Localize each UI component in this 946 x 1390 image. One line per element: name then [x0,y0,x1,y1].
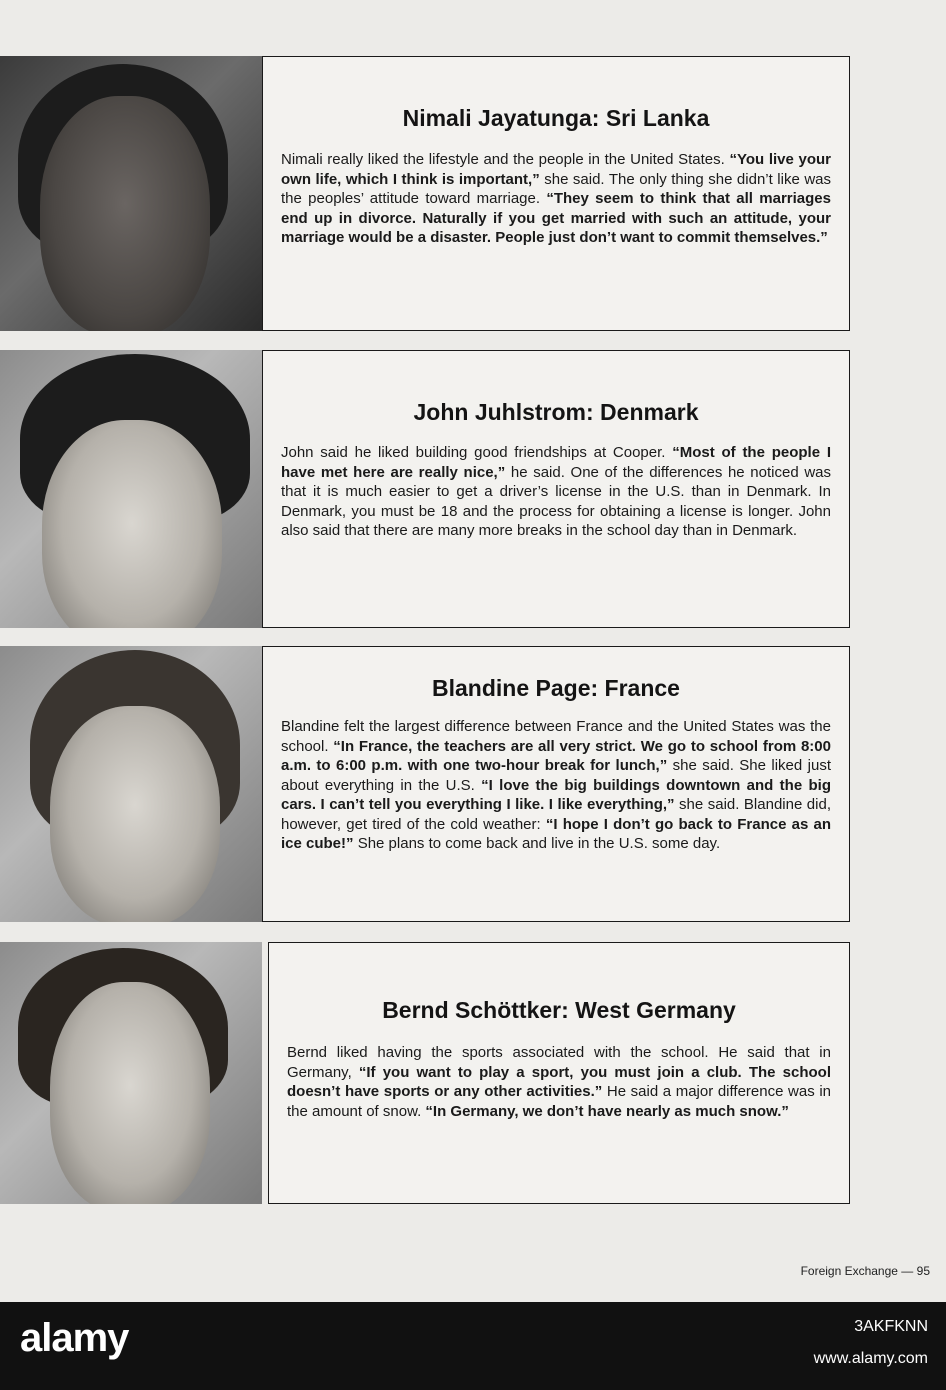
footer-section: Foreign Exchange [800,1264,898,1278]
face-shape [50,982,210,1204]
page-number: 95 [916,1264,930,1278]
narrative-text: She plans to come back and live in the U.S. some day. [353,835,721,852]
quote-text: “I hope I don’t go back to France as an ice cube!” [281,815,831,852]
narrative-text: she said. The only thing she didn’t like was the peoples’ attitude toward marriage. [281,170,831,207]
profile-entry-4 [0,942,850,1204]
narrative-text: she said. Blandine did, however, get tired of the cold weather: [281,796,831,833]
site-url: www.alamy.com [813,1350,928,1367]
profile-text [281,443,831,541]
quote-text: “You live your own life, which I think is important,” [281,151,831,188]
quote-text: “I love the big buildings downtown and the big cars. I can’t tell you everything I like. I like everything,” [281,776,831,813]
profile-text [281,150,831,248]
watermark-bar [0,1302,946,1390]
face-shape [50,706,220,922]
narrative-text: Nimali really liked the lifestyle and the people in the United States. [281,151,730,168]
profile-entry-1 [0,56,850,331]
narrative-text: He said a major difference was in the amount of snow. [287,1083,832,1120]
quote-text: “In Germany, we don’t have nearly as much snow.” [425,1102,789,1120]
page-footer [801,1264,930,1278]
image-id: 3AKFKNN [854,1318,928,1335]
profile-card-4 [268,942,850,1204]
portrait-photo-1 [0,56,262,331]
profile-entry-3 [0,646,850,922]
profile-name: Nimali Jayatunga: Sri Lanka [402,105,710,131]
narrative-text: Blandine felt the largest difference between France and the United States was the school. [281,718,831,755]
narrative-text: John said he liked building good friendships at Cooper. [281,444,673,461]
narrative-text: Bernd liked having the sports associated with the school. He said that in Germany, [287,1044,831,1081]
profile-name: Bernd Schöttker: West Germany [382,997,736,1023]
quote-text: “If you want to play a sport, you must join a club. The school doesn’t have sports or any other activities.” [287,1063,832,1100]
alamy-logo: alamy [20,1316,129,1360]
portrait-photo-4 [0,942,262,1204]
profile-entry-2 [0,350,850,628]
narrative-text: she said. She liked just about everything in the U.S. [281,757,831,794]
profile-name: John Juhlstrom: Denmark [413,399,699,425]
quote-text: “They seem to think that all marriages end up in divorce. Naturally if you get married with such an attitude, your marriage would be a disaster. People just don’t want to commit themselves.” [281,190,831,246]
face-shape [40,96,210,331]
portrait-photo-2 [0,350,262,628]
portrait-photo-3 [0,646,262,922]
profile-card-3 [262,646,850,922]
profile-card-2 [262,350,850,628]
profile-name: Blandine Page: France [432,675,680,701]
profile-card-1 [262,56,850,331]
profile-text [287,1043,831,1121]
footer-separator: — [897,1264,917,1278]
profile-text [281,717,831,854]
face-shape [42,420,222,628]
quote-text: “Most of the people I have met here are really nice,” [281,444,831,481]
narrative-text: he said. One of the differences he noticed was that it is much easier to get a driver’s license in the U.S. than in Denmark. In Denmark, you must be 18 and the process for obtaining a license is longer. John also said that there are many more breaks in the school day than in Denmark. [281,463,831,539]
quote-text: “In France, the teachers are all very strict. We go to school from 8:00 a.m. to 6:00 p.m. with one two-hour break for lunch,” [281,737,831,774]
